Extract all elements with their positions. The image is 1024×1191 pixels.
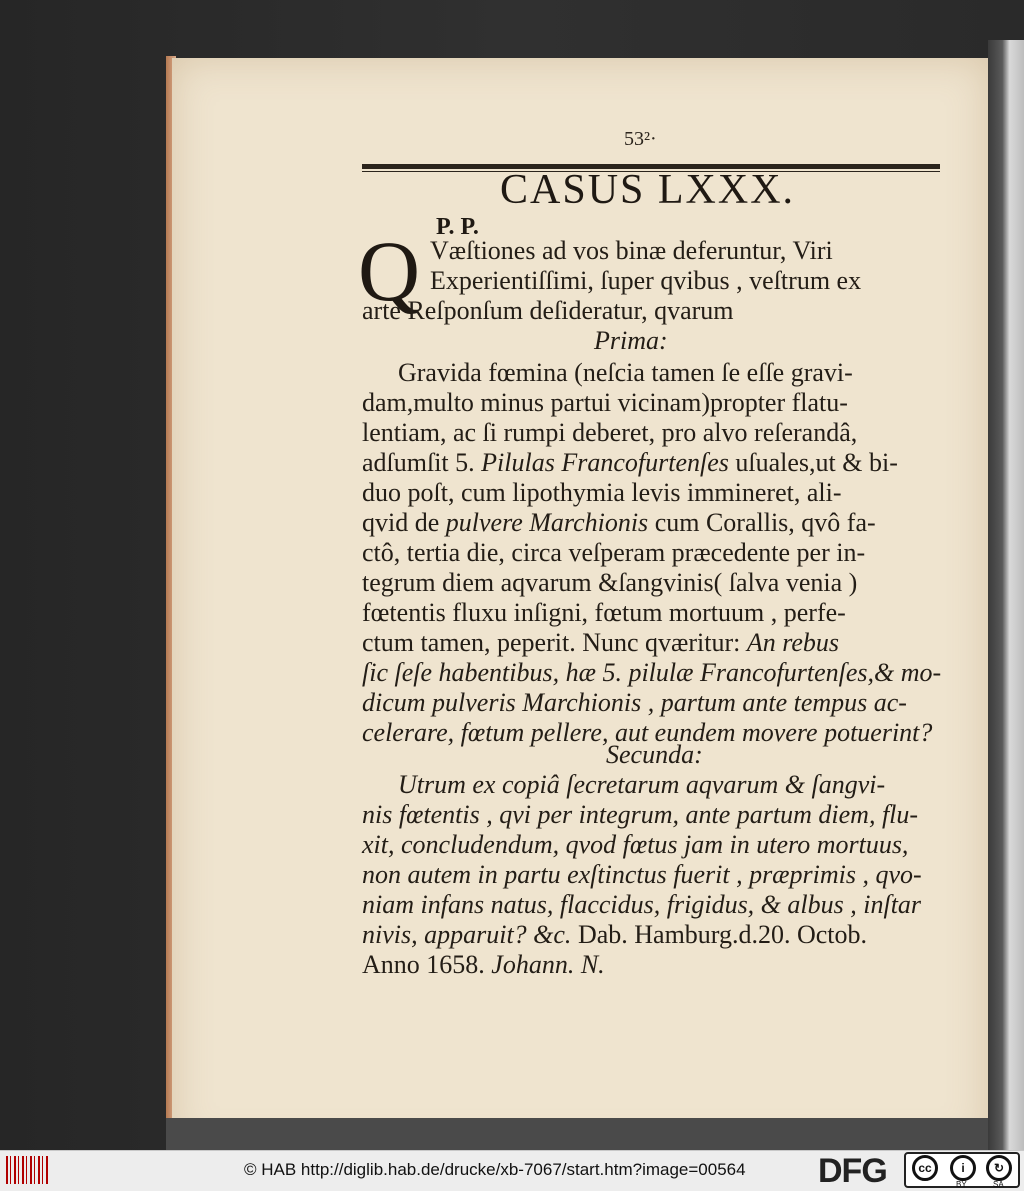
text-span: ctum tamen, peperit. Nunc qværitur: (362, 628, 747, 657)
text-line (362, 418, 857, 448)
text-span: Experientiſſimi, ſuper qvibus , veſtrum ex (430, 266, 862, 295)
share-alike-icon: ↻ (986, 1155, 1012, 1181)
hab-logo-icon (6, 1156, 48, 1184)
adjacent-page-edge (988, 40, 1024, 1150)
text-line (594, 326, 668, 356)
text-span: ſic ſeſe habentibus, hæ 5. pilulæ Francofurtenſes,& mo- (362, 658, 942, 687)
text-span: uſuales,ut & bi- (728, 448, 898, 477)
page-bottom-shadow (166, 1118, 988, 1150)
text-span: Prima: (594, 326, 668, 355)
text-span: duo poſt, cum lipothymia levis immineret, ali- (362, 478, 842, 507)
text-span: adſumſit 5. (362, 448, 482, 477)
text-line (362, 448, 898, 478)
salutation: P. P. (436, 214, 479, 240)
text-span: Dab. Hamburg.d.20. Octob. (571, 920, 868, 949)
text-span: lentiam, ac ſi rumpi deberet, pro alvo reſerandâ, (362, 418, 858, 447)
text-line (362, 890, 921, 920)
text-line (362, 508, 876, 538)
text-line (398, 770, 885, 800)
text-span: dicum pulveris Marchionis , partum ante tempus ac- (362, 688, 907, 717)
dfg-logo: DFG (818, 1152, 887, 1190)
text-span: tegrum diem aqvarum &ſangvinis( ſalva venia ) (362, 568, 858, 597)
text-span: Secunda: (606, 740, 703, 769)
text-line (362, 538, 865, 568)
text-line (362, 568, 857, 598)
text-span: celerare, fœtum pellere, aut eundem movere potuerint? (362, 718, 933, 747)
text-line (362, 658, 941, 688)
text-span: Pilulas Francofurtenſes (481, 448, 729, 477)
text-line (362, 628, 839, 658)
footer-credit-link[interactable]: © HAB http://diglib.hab.de/drucke/xb-7067/start.htm?image=00564 (244, 1160, 746, 1179)
text-line (362, 920, 867, 950)
text-span: non autem in partu exſtinctus fuerit , præprimis , qvo- (362, 860, 922, 889)
text-span: dam,multo minus partui vicinam)propter flatu- (362, 388, 848, 417)
text-span: fœtentis fluxu inſigni, fœtum mortuum , perfe- (362, 598, 846, 627)
text-span: xit, concludendum, qvod fœtus jam in utero mortuus, (362, 830, 909, 859)
text-span: Anno 1658. (362, 950, 485, 979)
text-span: Gravida fœmina (neſcia tamen ſe eſſe gravi- (398, 358, 853, 387)
drop-capital: Q (358, 223, 421, 319)
cc-icon: cc (912, 1155, 938, 1181)
page-number: 53²· (624, 128, 657, 150)
text-line (362, 830, 908, 860)
by-attribution-icon: i (950, 1155, 976, 1181)
text-span: nivis, apparuit? &c. (362, 920, 572, 949)
text-span: cum Corallis, qvô fa- (648, 508, 876, 537)
text-span: Væſtiones ad vos binæ deferuntur, Viri (430, 236, 833, 265)
sa-label: SA (993, 1180, 1004, 1189)
text-line (606, 740, 703, 770)
text-line (362, 388, 848, 418)
text-span: qvid de (362, 508, 446, 537)
text-span: nis fœtentis , qvi per integrum, ante partum diem, flu- (362, 800, 919, 829)
case-title: CASUS LXXX. (500, 167, 796, 213)
text-line (362, 296, 734, 326)
text-line (362, 478, 841, 508)
text-line (430, 266, 861, 296)
text-span: arte Reſponſum deſideratur, qvarum (362, 296, 734, 325)
by-label: BY (956, 1180, 967, 1189)
text-span: Utrum ex copiâ ſecretarum aqvarum & ſangvi- (398, 770, 886, 799)
text-line (362, 688, 907, 718)
text-span: ctô, tertia die, circa veſperam præcedente per in- (362, 538, 866, 567)
text-line (362, 950, 605, 980)
text-span: pulvere Marchionis (445, 508, 649, 537)
text-line (362, 860, 922, 890)
text-span: An rebus (746, 628, 840, 657)
text-line (362, 800, 918, 830)
text-span: Johann. N. (484, 950, 605, 979)
text-line (398, 358, 853, 388)
text-line (430, 236, 833, 266)
text-span: niam infans natus, flaccidus, frigidus, & albus , inſtar (362, 890, 922, 919)
text-line (362, 598, 846, 628)
